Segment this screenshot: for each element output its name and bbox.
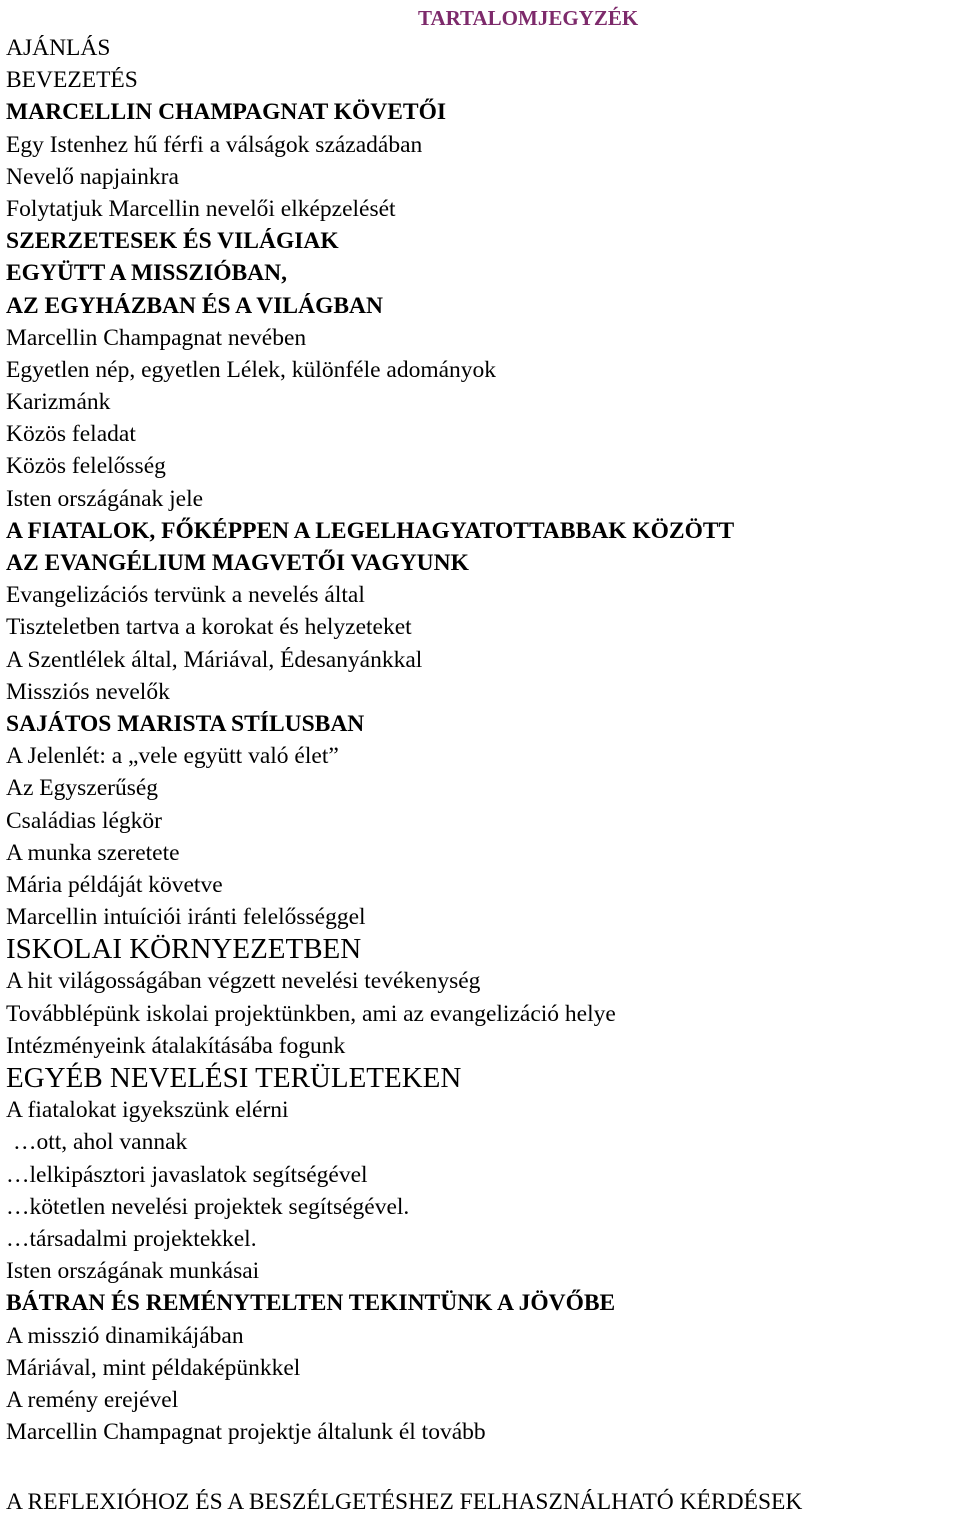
toc-entry: A misszió dinamikájában xyxy=(6,1322,244,1349)
toc-entry: Marcellin Champagnat projektje általunk él tovább xyxy=(6,1419,486,1446)
toc-entry: SZERZETESEK ÉS VILÁGIAK xyxy=(6,228,339,255)
toc-entry: Tiszteletben tartva a korokat és helyzeteket xyxy=(6,614,412,641)
toc-entry: …ott, ahol vannak xyxy=(13,1129,188,1156)
toc-list xyxy=(6,32,956,1448)
toc-entry: Isten országának jele xyxy=(6,485,204,512)
toc-entry: Mária példáját követve xyxy=(6,871,223,898)
toc-entry: Máriával, mint példaképünkkel xyxy=(6,1354,301,1381)
toc-entry: Családias légkör xyxy=(6,807,162,834)
toc-entry: Nevelő napjainkra xyxy=(6,163,179,190)
toc-entry: Isten országának munkásai xyxy=(6,1258,260,1285)
toc-entry: …társadalmi projektekkel. xyxy=(6,1225,257,1252)
toc-entry: Marcellin intuíciói iránti felelősséggel xyxy=(6,904,366,931)
toc-entry: EGYÜTT A MISSZIÓBAN, xyxy=(6,260,288,287)
toc-entry: AZ EGYHÁZBAN ÉS A VILÁGBAN xyxy=(6,292,383,319)
toc-entry: AJÁNLÁS xyxy=(6,35,111,61)
toc-entry: Közös felelősség xyxy=(6,453,166,480)
toc-entry: A fiatalokat igyekszünk elérni xyxy=(6,1097,289,1124)
toc-entry: A Szentlélek által, Máriával, Édesanyánkkal xyxy=(6,646,423,673)
toc-entry: AZ EVANGÉLIUM MAGVETŐI VAGYUNK xyxy=(6,550,469,576)
toc-entry: Egy Istenhez hű férfi a válságok századában xyxy=(6,131,423,158)
toc-entry: …lelkipásztori javaslatok segítségével xyxy=(6,1161,368,1188)
toc-entry: BÁTRAN ÉS REMÉNYTELTEN TEKINTÜNK A JÖVŐBE xyxy=(6,1290,616,1317)
toc-entry: Karizmánk xyxy=(6,389,111,416)
toc-entry: Továbblépünk iskolai projektünkben, ami az evangelizáció helye xyxy=(6,1000,616,1027)
toc-entry: ISKOLAI KÖRNYEZETBEN xyxy=(6,933,362,966)
toc-entry: Folytatjuk Marcellin nevelői elképzelését xyxy=(6,195,396,222)
toc-entry: Az Egyszerűség xyxy=(6,775,159,802)
toc-entry: A remény erejével xyxy=(6,1386,179,1413)
toc-entry: SAJÁTOS MARISTA STÍLUSBAN xyxy=(6,710,365,737)
toc-entry: A FIATALOK, FŐKÉPPEN A LEGELHAGYATOTTABBAK KÖZÖTT xyxy=(6,517,735,544)
toc-entry: BEVEZETÉS xyxy=(6,67,138,94)
toc-entry: Missziós nevelők xyxy=(6,678,170,705)
toc-entry: Közös feladat xyxy=(6,421,136,448)
toc-entry: A hit világosságában végzett nevelési tevékenység xyxy=(6,968,481,995)
toc-title: TARTALOMJEGYZÉK xyxy=(418,6,639,30)
toc-entry: A munka szeretete xyxy=(6,839,180,866)
toc-entry: MARCELLIN CHAMPAGNAT KÖVETŐI xyxy=(6,99,446,126)
toc-entry: EGYÉB NEVELÉSI TERÜLETEKEN xyxy=(6,1062,462,1094)
toc-entry: Egyetlen nép, egyetlen Lélek, különféle adományok xyxy=(6,356,497,383)
toc-entry: Intézményeink átalakításába fogunk xyxy=(6,1032,346,1059)
toc-entry: Evangelizációs tervünk a nevelés által xyxy=(6,582,365,609)
toc-entry: Marcellin Champagnat nevében xyxy=(6,324,307,351)
questions-heading: A REFLEXIÓHOZ ÉS A BESZÉLGETÉSHEZ FELHASZNÁLHATÓ KÉRDÉSEK xyxy=(6,1489,803,1515)
toc-entry: …kötetlen nevelési projektek segítségével. xyxy=(6,1193,410,1220)
toc-entry: A Jelenlét: a „vele együtt való élet” xyxy=(6,743,339,770)
